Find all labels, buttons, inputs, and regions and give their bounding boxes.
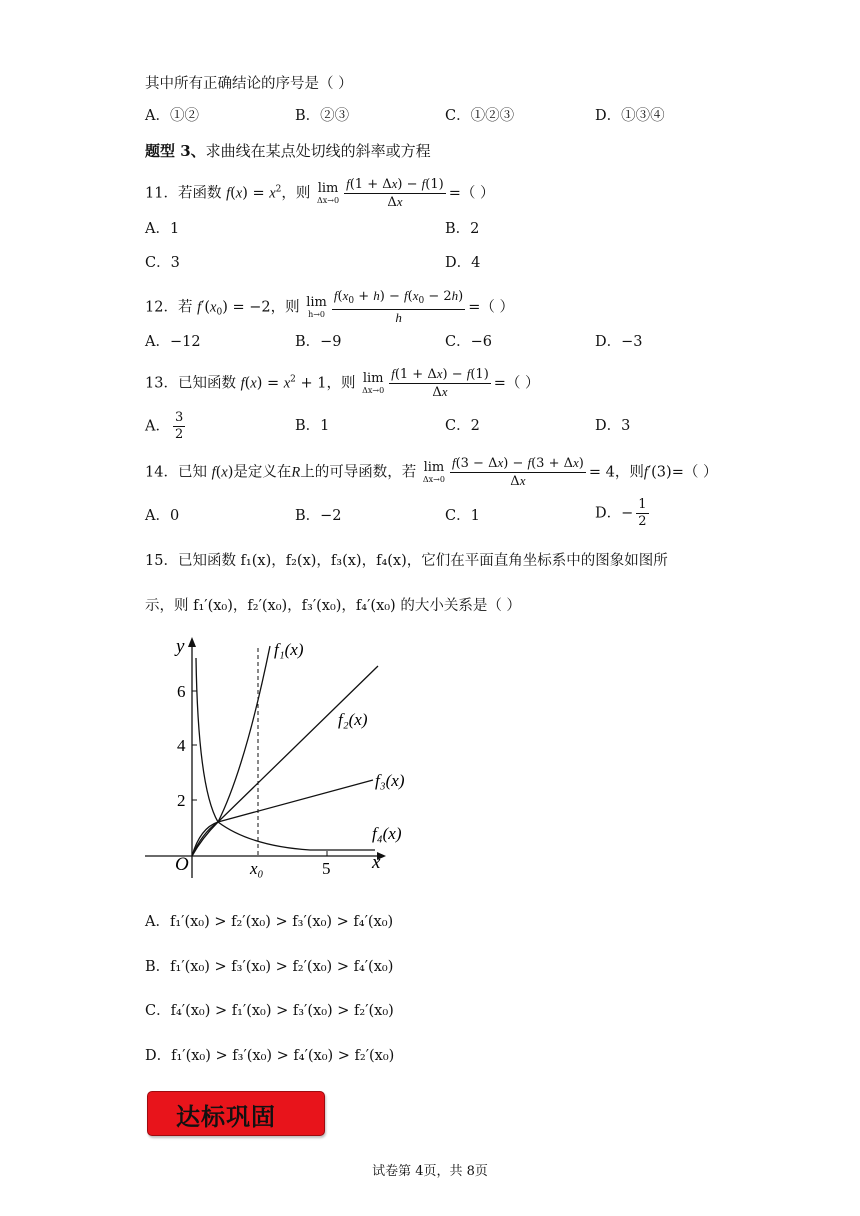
- y-axis-arrow: [188, 637, 196, 647]
- q14-option-d[interactable]: D．− $\frac{1}{2}$: [595, 497, 647, 529]
- q11-option-b[interactable]: B．2: [445, 221, 480, 237]
- q11-connector: ，则: [281, 185, 311, 202]
- q11-tail: =（ ）: [448, 185, 495, 202]
- q12-option-b[interactable]: B．−9: [295, 334, 342, 350]
- q13-number: 13．: [145, 375, 178, 392]
- q12-option-c[interactable]: C．−6: [445, 334, 492, 350]
- q10-option-b[interactable]: B．②③: [295, 108, 350, 124]
- q13-option-d[interactable]: D．3: [595, 418, 631, 434]
- q13-fraction: $\frac{f(1 + \Delta x) - f(1)}{\Delta x}$: [391, 366, 489, 400]
- q12-option-d[interactable]: D．−3: [595, 334, 643, 350]
- q11-number: 11．: [145, 185, 178, 202]
- q12-limit: lim h→0: [306, 295, 327, 319]
- curve-f2-label: f₂(x): [338, 710, 368, 729]
- q15-option-c[interactable]: C．f₄′(x₀) > f₁′(x₀) > f₃′(x₀) > f₂′(x₀): [145, 1003, 394, 1019]
- q11-option-c[interactable]: C．3: [145, 255, 180, 271]
- q12-option-a[interactable]: A．−12: [145, 334, 201, 350]
- section-heading: [145, 140, 431, 161]
- q11-text: 若函数: [177, 185, 222, 202]
- q11-fraction: $\frac{f(1 + \Delta x) - f(1)}{\Delta x}$: [346, 176, 444, 210]
- q15-stem-line2: 示，则 f₁′(x₀)，f₂′(x₀)，f₃′(x₀)，f₄′(x₀) 的大小关系是（ ）: [145, 598, 521, 614]
- origin-label: O: [175, 854, 189, 875]
- curve-f1-label: f₁(x): [274, 640, 304, 659]
- q11-limit: lim Δx→0: [317, 181, 340, 205]
- q14-text: 已知: [177, 464, 207, 481]
- q13-option-c[interactable]: C．2: [445, 418, 480, 434]
- q12-fraction: $\frac{f(x_0 + h) - f(x_0 - 2h)}{h}$: [333, 288, 464, 325]
- q13-option-b[interactable]: B．1: [295, 418, 330, 434]
- page-footer: 试卷第 4页，共 8页: [372, 1164, 488, 1179]
- q14-limit: lim Δx→0: [422, 460, 445, 484]
- q10-option-d[interactable]: D．①③④: [595, 108, 665, 124]
- section-subtitle: 求曲线在某点处切线的斜率或方程: [205, 142, 431, 160]
- x-tick-5: 5: [322, 859, 331, 878]
- y-axis-label: y: [176, 636, 185, 657]
- q10-option-c[interactable]: C．①②③: [445, 108, 515, 124]
- q12-connector: ，则: [270, 299, 300, 316]
- q14-option-a[interactable]: A．0: [145, 508, 180, 524]
- section-badge-label: 达标巩固: [176, 1103, 276, 1131]
- q15-number: 15．: [145, 553, 178, 569]
- q11-function: f: [226, 185, 231, 202]
- curve-f3-label: f₃(x): [375, 771, 405, 790]
- q14-option-b[interactable]: B．−2: [295, 508, 342, 524]
- q15-option-b[interactable]: B．f₁′(x₀) > f₃′(x₀) > f₂′(x₀) > f₄′(x₀): [145, 959, 394, 975]
- x0-label: x₀: [250, 859, 264, 878]
- q15-option-a[interactable]: A．f₁′(x₀) > f₂′(x₀) > f₃′(x₀) > f₄′(x₀): [145, 914, 394, 930]
- curve-f2: [192, 666, 378, 856]
- q11-option-d[interactable]: D．4: [445, 255, 481, 271]
- section-badge: [147, 1091, 325, 1136]
- q10-option-a[interactable]: A．①②: [145, 108, 199, 124]
- q14-number: 14．: [145, 464, 178, 481]
- q12-number: 12．: [145, 299, 178, 316]
- q13-tail: =（ ）: [493, 375, 540, 392]
- q14-stem: 14．已知 f(x)是定义在R上的可导函数，若 lim Δx→0 $\frac{f(3 - \Delta x) - f(3 + \Delta x)}{\Delta x}$ = 4，则f′(3)=（ ）: [145, 455, 718, 489]
- q12-stem: 12．若 $f'(x_0) = -2$，则 lim h→0 $\frac{f(x_0 + h) - f(x_0 - 2h)}{h}$ =（ ）: [145, 288, 515, 325]
- q15-stem-line1: [145, 551, 668, 571]
- y-tick-6: 6: [177, 682, 186, 701]
- question-intro: 其中所有正确结论的序号是（ ）: [145, 76, 353, 92]
- q12-text: 若: [177, 299, 193, 316]
- q14-tail: =（ ）: [671, 464, 718, 481]
- q13-option-a[interactable]: A． $\frac{3}{2}$: [145, 410, 184, 442]
- q14-option-c[interactable]: C．1: [445, 508, 480, 524]
- x-axis-label: x: [372, 852, 381, 873]
- q14-option-d-fraction: $\frac{1}{2}$: [638, 497, 647, 529]
- q13-connector: ，则: [326, 375, 356, 392]
- q13-stem: 13．已知函数 $f(x) = x^2 + 1$，则 lim Δx→0 $\frac{f(1 + \Delta x) - f(1)}{\Delta x}$ =（ ）: [145, 366, 540, 400]
- function-graph: [140, 628, 410, 888]
- q13-text: 已知函数: [177, 375, 236, 392]
- q13-option-a-fraction: $\frac{3}{2}$: [174, 410, 184, 442]
- q15-option-d[interactable]: D．f₁′(x₀) > f₃′(x₀) > f₄′(x₀) > f₂′(x₀): [145, 1048, 395, 1064]
- q12-tail: =（ ）: [468, 299, 515, 316]
- q14-fraction: $\frac{f(3 - \Delta x) - f(3 + \Delta x)}{\Delta x}$: [451, 455, 584, 489]
- q13-limit: lim Δx→0: [362, 371, 385, 395]
- curve-f3: [192, 780, 373, 856]
- section-title: 题型 3、: [145, 142, 206, 160]
- q11-option-a[interactable]: A．1: [145, 221, 180, 237]
- curve-f4-label: f₄(x): [372, 824, 402, 843]
- y-tick-2: 2: [177, 791, 186, 810]
- q15-text-1: 已知函数 f₁(x)，f₂(x)，f₃(x)，f₄(x)，它们在平面直角坐标系中的图象如图所: [177, 553, 668, 569]
- y-tick-4: 4: [177, 736, 186, 755]
- q11-stem: 11．若函数 $f(x) = x^2$，则 lim Δx→0 $\frac{f(1 + \Delta x) - f(1)}{\Delta x}$ =（ ）: [145, 176, 495, 210]
